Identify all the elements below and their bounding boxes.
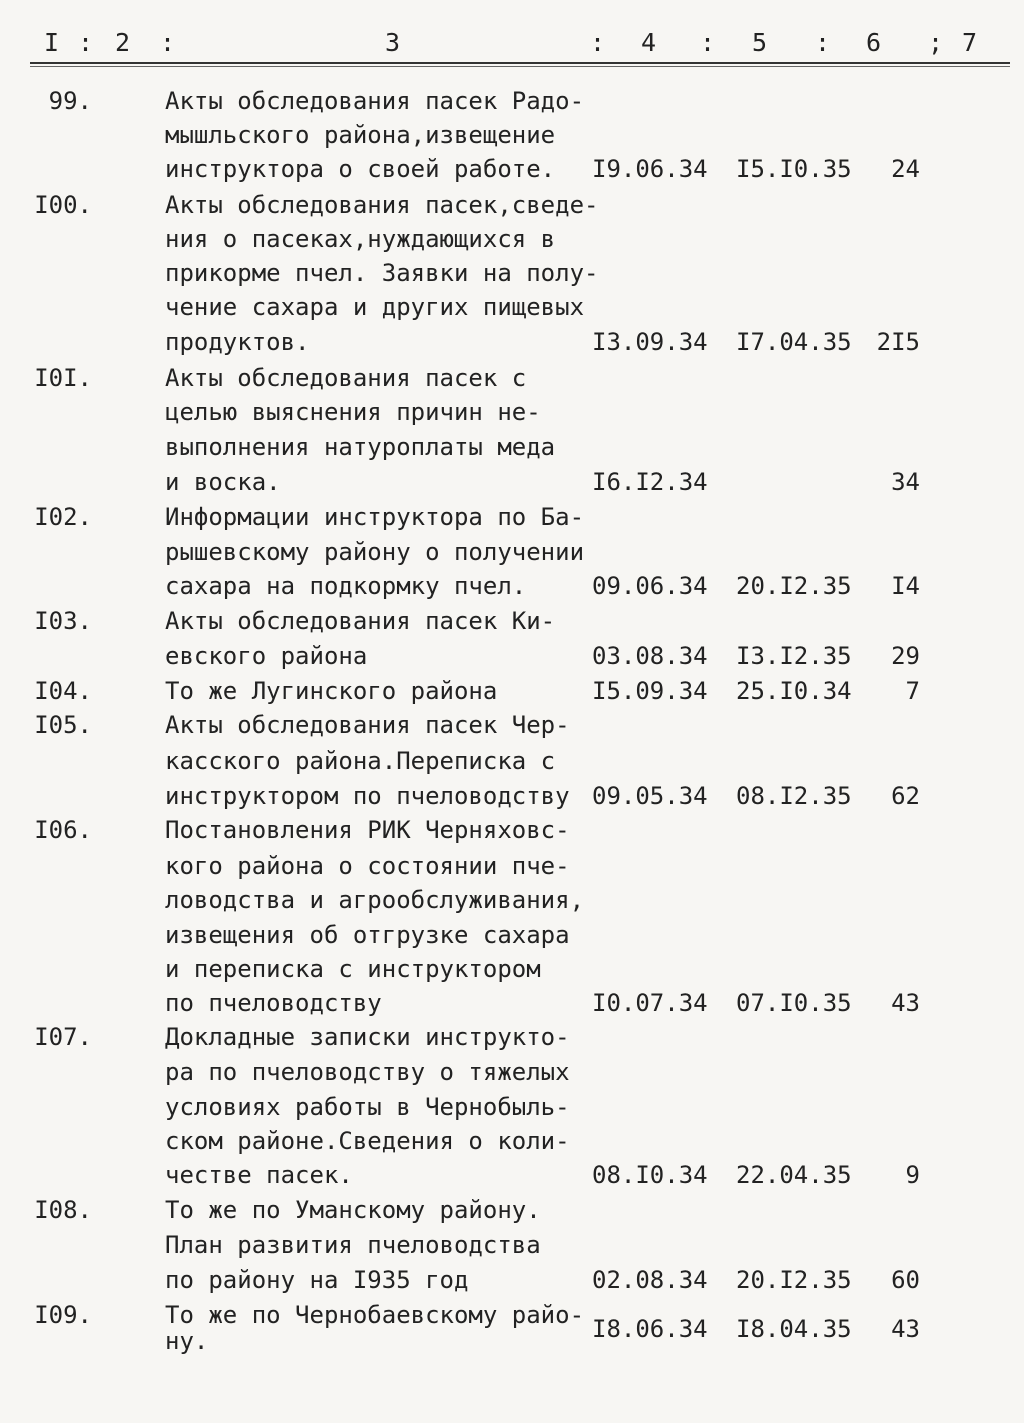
entry-page-count: 43 — [891, 989, 920, 1017]
entry-title-line: ра по пчеловодству о тяжелых — [165, 1058, 570, 1086]
entry-title-line: ском районе.Сведения о коли- — [165, 1127, 570, 1155]
entry-title-line: План развития пчеловодства — [165, 1231, 541, 1259]
entry-start-date: I5.09.34 — [592, 677, 708, 705]
entry-page-count: 9 — [905, 1161, 920, 1189]
entry-title-line: ну. — [165, 1327, 209, 1355]
entry-end-date: 20.I2.35 — [736, 1266, 852, 1294]
column-header-1: I — [44, 28, 60, 57]
column-separator: ; — [928, 28, 944, 57]
entry-number: I08. — [34, 1196, 92, 1224]
entry-title-line: Докладные записки инструкто- — [165, 1023, 570, 1051]
column-separator: : — [160, 28, 176, 57]
entry-number: I04. — [34, 677, 92, 705]
entry-start-date: I8.06.34 — [592, 1315, 708, 1343]
header-rule-secondary — [30, 66, 1010, 67]
entry-title-line: касского района.Переписка с — [165, 747, 556, 775]
entry-title-line: Акты обследования пасек Радо- — [165, 87, 585, 115]
column-header-row — [0, 28, 1024, 60]
entry-title-line: сахара на подкормку пчел. — [165, 572, 527, 600]
entry-page-count: 34 — [891, 468, 920, 496]
entry-number: I0I. — [34, 364, 92, 392]
entry-title-line: Акты обследования пасек Ки- — [165, 607, 556, 635]
entry-page-count: I4 — [891, 572, 920, 600]
entry-page-count: 29 — [891, 642, 920, 670]
entry-title-line: по району на I935 год — [165, 1266, 469, 1294]
entry-end-date: I5.I0.35 — [736, 155, 852, 183]
entry-start-date: 09.06.34 — [592, 572, 708, 600]
entry-title-line: и переписка с инструктором — [165, 955, 541, 983]
entry-title-line: по пчеловодству — [165, 989, 382, 1017]
entry-page-count: 43 — [891, 1315, 920, 1343]
column-separator: : — [590, 28, 606, 57]
entry-title-line: прикорме пчел. Заявки на полу- — [165, 259, 599, 287]
entry-start-date: 08.I0.34 — [592, 1161, 708, 1189]
header-rule — [30, 62, 1010, 64]
column-separator: : — [815, 28, 831, 57]
entry-end-date: 07.I0.35 — [736, 989, 852, 1017]
entry-end-date: I3.I2.35 — [736, 642, 852, 670]
column-separator: : — [78, 28, 94, 57]
entry-title-line: ния о пасеках,нуждающихся в — [165, 225, 556, 253]
entry-page-count: 7 — [905, 677, 920, 705]
entry-title-line: евского района — [165, 642, 368, 670]
entry-number: 99. — [48, 87, 92, 115]
entry-page-count: 60 — [891, 1266, 920, 1294]
entry-end-date: 20.I2.35 — [736, 572, 852, 600]
entry-title-line: целью выяснения причин не- — [165, 398, 541, 426]
entry-end-date: I7.04.35 — [736, 328, 852, 356]
entry-number: I06. — [34, 816, 92, 844]
entry-number: I00. — [34, 191, 92, 219]
entry-start-date: I9.06.34 — [592, 155, 708, 183]
entry-title-line: честве пасек. — [165, 1161, 353, 1189]
column-header-3: 3 — [385, 28, 401, 57]
entry-start-date: I3.09.34 — [592, 328, 708, 356]
entry-number: I09. — [34, 1301, 92, 1329]
entry-title-line: инструктора о своей работе. — [165, 155, 556, 183]
entry-title-line: Акты обследования пасек с — [165, 364, 527, 392]
entry-title-line: продуктов. — [165, 328, 310, 356]
entry-number: I03. — [34, 607, 92, 635]
column-header-5: 5 — [752, 28, 768, 57]
entry-number: I07. — [34, 1023, 92, 1051]
column-separator: : — [700, 28, 716, 57]
entry-end-date: 08.I2.35 — [736, 782, 852, 810]
entry-title-line: Акты обследования пасек Чер- — [165, 711, 570, 739]
column-header-2: 2 — [115, 28, 131, 57]
entry-title-line: ловодства и агрообслуживания, — [165, 886, 585, 914]
entry-title-line: Акты обследования пасек,сведе- — [165, 191, 599, 219]
entry-title-line: рышевскому району о получении — [165, 538, 585, 566]
entry-start-date: 09.05.34 — [592, 782, 708, 810]
entry-start-date: I6.I2.34 — [592, 468, 708, 496]
entry-title-line: извещения об отгрузке сахара — [165, 921, 570, 949]
entry-title-line: Постановления РИК Черняховс- — [165, 816, 570, 844]
entry-title-line: Информации инструктора по Ба- — [165, 503, 585, 531]
entry-page-count: 2I5 — [876, 328, 920, 356]
entry-title-line: выполнения натуроплаты меда — [165, 433, 556, 461]
entry-end-date: 25.I0.34 — [736, 677, 852, 705]
column-header-7: 7 — [962, 28, 978, 57]
entry-title-line: мышльского района,извещение — [165, 121, 556, 149]
entry-title-line: То же по Уманскому району. — [165, 1196, 541, 1224]
entry-title-line: инструктором по пчеловодству — [165, 782, 570, 810]
entry-start-date: 02.08.34 — [592, 1266, 708, 1294]
entry-title-line: и воска. — [165, 468, 281, 496]
entry-title-line: чение сахара и других пищевых — [165, 293, 585, 321]
entry-number: I02. — [34, 503, 92, 531]
entry-title-line: То же Лугинского района — [165, 677, 498, 705]
column-header-4: 4 — [641, 28, 657, 57]
entry-title-line: условиях работы в Чернобыль- — [165, 1093, 570, 1121]
entry-number: I05. — [34, 711, 92, 739]
entry-page-count: 62 — [891, 782, 920, 810]
entry-title-line: кого района о состоянии пче- — [165, 852, 570, 880]
entry-start-date: 03.08.34 — [592, 642, 708, 670]
entry-end-date: 22.04.35 — [736, 1161, 852, 1189]
entry-page-count: 24 — [891, 155, 920, 183]
entry-title-line: То же по Чернобаевскому райо- — [165, 1301, 585, 1329]
column-header-6: 6 — [866, 28, 882, 57]
entry-start-date: I0.07.34 — [592, 989, 708, 1017]
entry-end-date: I8.04.35 — [736, 1315, 852, 1343]
